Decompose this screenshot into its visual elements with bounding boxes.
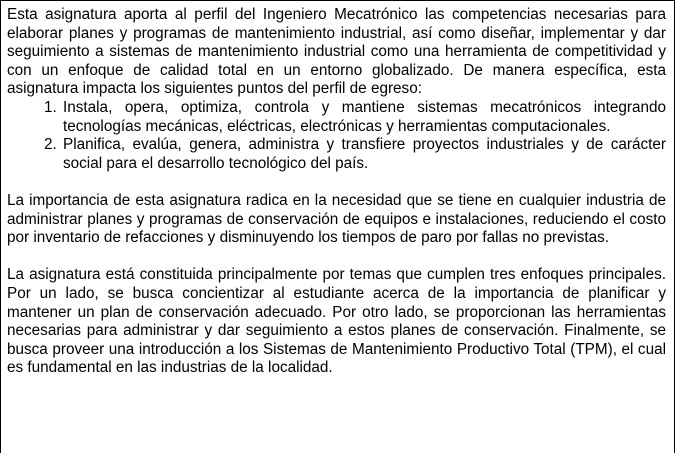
document-body: [7, 6, 666, 378]
importance-paragraph: La importancia de esta asignatura radica en la necesidad que se tiene en cualquier industria de administrar planes y programas de conservación de equipos e instalaciones, reduciendo el costo por inventario de refacciones y disminuyendo los tiempos de paro por fallas no previstas.: [7, 191, 666, 247]
graduate-profile-list: [7, 99, 666, 173]
list-item: 1. Instala, opera, optimiza, controla y mantiene sistemas mecatrónicos integrando tecnologías mecánicas, eléctricas, electrónicas y herramientas computacionales.: [61, 99, 666, 136]
paragraph-spacer: [7, 248, 666, 267]
paragraph-spacer: [7, 173, 666, 192]
list-item: 2. Planifica, evalúa, genera, administra y transfiere proyectos industriales y de carácter social para el desarrollo tecnológico del país.: [61, 136, 666, 173]
structure-paragraph: La asignatura está constituida principalmente por temas que cumplen tres enfoques principales. Por un lado, se busca concientizar al estudiante acerca de la importancia de planificar y mantener un plan de conservación adecuado. Por otro lado, se proporcionan las herramientas necesarias para administrar y dar seguimiento a estos planes de conservación. Finalmente, se busca proveer una introducción a los Sistemas de Mantenimiento Productivo Total (TPM), el cual es fundamental en las industrias de la localidad.: [7, 266, 666, 377]
intro-paragraph: Esta asignatura aporta al perfil del Ingeniero Mecatrónico las competencias necesarias para elaborar planes y programas de mantenimiento industrial, así como diseñar, implementar y dar seguimiento a sistemas de mantenimiento industrial como una herramienta de competitividad y con un enfoque de calidad total en un entorno globalizado. De manera específica, esta asignatura impacta los siguientes puntos del perfil de egreso:: [7, 6, 666, 98]
